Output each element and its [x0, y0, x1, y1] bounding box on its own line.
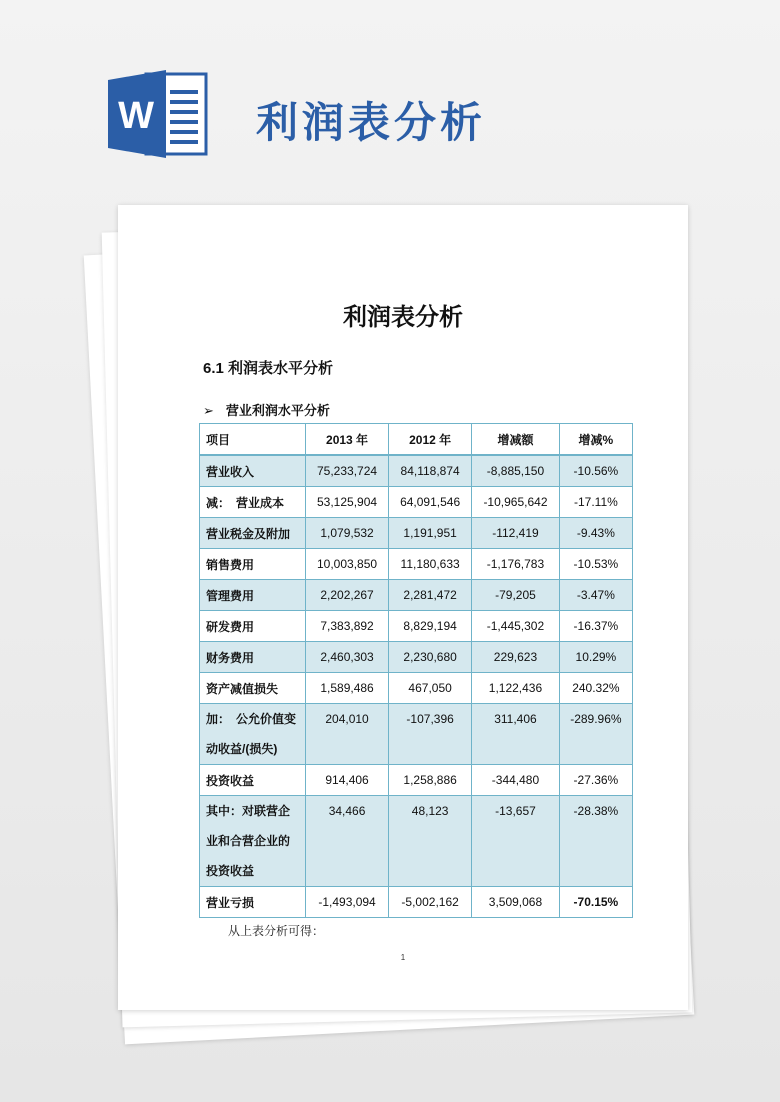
- value-cell: 1,589,486: [306, 673, 389, 704]
- table-row: [200, 796, 633, 887]
- table-row: [200, 455, 633, 487]
- header-cell: 项目: [200, 424, 306, 456]
- value-cell: 1,122,436: [472, 673, 560, 704]
- section-heading: 6.1 利润表水平分析: [203, 360, 334, 377]
- header-cell: 增减额: [472, 424, 560, 456]
- value-cell: -344,480: [472, 765, 560, 796]
- value-cell: -5,002,162: [389, 887, 472, 918]
- arrow-bullet-icon: ➢: [203, 403, 214, 418]
- table-row: [200, 549, 633, 580]
- row-label: 营业收入: [200, 455, 306, 487]
- table-row: [200, 580, 633, 611]
- value-cell: 84,118,874: [389, 455, 472, 487]
- value-cell: 1,079,532: [306, 518, 389, 549]
- value-cell: -8,885,150: [472, 455, 560, 487]
- value-cell: 204,010: [306, 704, 389, 765]
- row-label: 营业税金及附加: [200, 518, 306, 549]
- value-cell: -79,205: [472, 580, 560, 611]
- value-cell: -10.56%: [559, 455, 632, 487]
- banner-title: 利润表分析: [256, 99, 487, 146]
- row-label: 减： 营业成本: [200, 487, 306, 518]
- value-cell: 75,233,724: [306, 455, 389, 487]
- value-cell: 10,003,850: [306, 549, 389, 580]
- table-row: [200, 673, 633, 704]
- value-cell: 64,091,546: [389, 487, 472, 518]
- header-cell: 2013 年: [306, 424, 389, 456]
- value-cell: 240.32%: [559, 673, 632, 704]
- value-cell: -17.11%: [559, 487, 632, 518]
- income-table: [199, 423, 633, 918]
- value-cell: 1,191,951: [389, 518, 472, 549]
- value-cell: -10.53%: [559, 549, 632, 580]
- table-row: [200, 487, 633, 518]
- subsection-text: 营业利润水平分析: [225, 403, 330, 418]
- value-cell: -16.37%: [559, 611, 632, 642]
- row-label: 营业亏损: [200, 887, 306, 918]
- table-row: [200, 518, 633, 549]
- value-cell: -107,396: [389, 704, 472, 765]
- value-cell: -1,445,302: [472, 611, 560, 642]
- value-cell: -70.15%: [559, 887, 632, 918]
- value-cell: 2,460,303: [306, 642, 389, 673]
- table-header-row: [200, 424, 633, 456]
- row-label: 其中：对联营企业和合营企业的投资收益: [200, 796, 306, 887]
- value-cell: 2,281,472: [389, 580, 472, 611]
- value-cell: 2,202,267: [306, 580, 389, 611]
- value-cell: -10,965,642: [472, 487, 560, 518]
- table-row: [200, 642, 633, 673]
- row-label: 加： 公允价值变动收益/(损失): [200, 704, 306, 765]
- table-row: [200, 704, 633, 765]
- row-label: 财务费用: [200, 642, 306, 673]
- value-cell: 11,180,633: [389, 549, 472, 580]
- table-row: [200, 887, 633, 918]
- value-cell: -13,657: [472, 796, 560, 887]
- table-row: [200, 611, 633, 642]
- header-cell: 2012 年: [389, 424, 472, 456]
- value-cell: 3,509,068: [472, 887, 560, 918]
- value-cell: -3.47%: [559, 580, 632, 611]
- row-label: 销售费用: [200, 549, 306, 580]
- value-cell: 229,623: [472, 642, 560, 673]
- row-label: 研发费用: [200, 611, 306, 642]
- value-cell: 467,050: [389, 673, 472, 704]
- value-cell: -1,493,094: [306, 887, 389, 918]
- svg-text:W: W: [118, 95, 154, 137]
- document-title: 利润表分析: [343, 304, 463, 331]
- word-logo-icon: [108, 70, 208, 158]
- header-cell: 增减%: [559, 424, 632, 456]
- document-page: [118, 205, 688, 1010]
- value-cell: 34,466: [306, 796, 389, 887]
- subsection-heading: [203, 400, 330, 419]
- value-cell: -28.38%: [559, 796, 632, 887]
- value-cell: -27.36%: [559, 765, 632, 796]
- analysis-note: 从上表分析可得：: [228, 924, 325, 938]
- value-cell: 2,230,680: [389, 642, 472, 673]
- page-number: 1: [400, 953, 406, 962]
- value-cell: 48,123: [389, 796, 472, 887]
- value-cell: -1,176,783: [472, 549, 560, 580]
- value-cell: 7,383,892: [306, 611, 389, 642]
- value-cell: 8,829,194: [389, 611, 472, 642]
- value-cell: -289.96%: [559, 704, 632, 765]
- table-row: [200, 765, 633, 796]
- row-label: 资产减值损失: [200, 673, 306, 704]
- value-cell: 914,406: [306, 765, 389, 796]
- value-cell: 1,258,886: [389, 765, 472, 796]
- value-cell: 53,125,904: [306, 487, 389, 518]
- value-cell: -112,419: [472, 518, 560, 549]
- value-cell: -9.43%: [559, 518, 632, 549]
- value-cell: 311,406: [472, 704, 560, 765]
- value-cell: 10.29%: [559, 642, 632, 673]
- row-label: 投资收益: [200, 765, 306, 796]
- row-label: 管理费用: [200, 580, 306, 611]
